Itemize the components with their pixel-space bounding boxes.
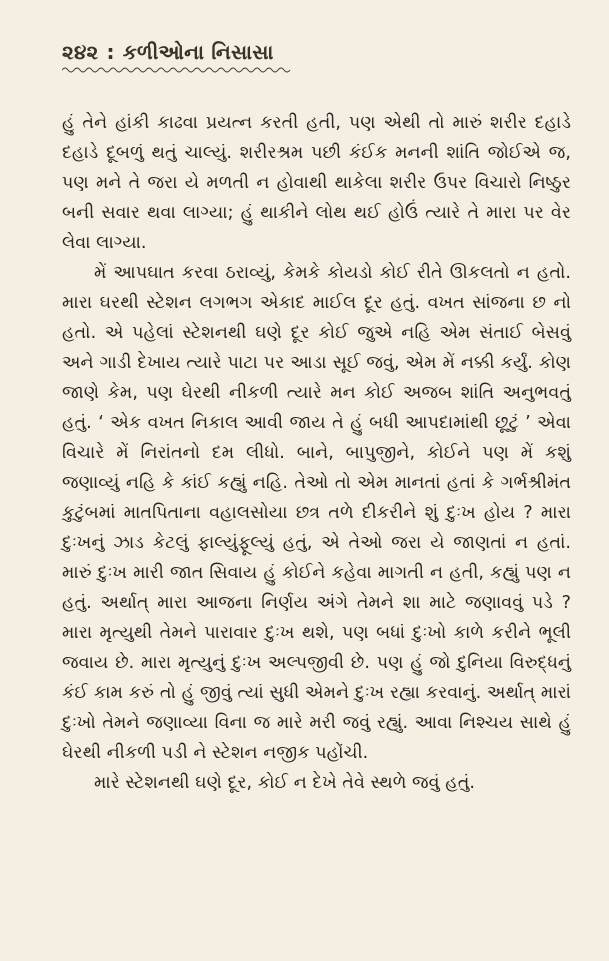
running-header [62, 40, 274, 64]
chapter-title: કળીઓના નિસાસા [122, 40, 274, 64]
paragraph-1: હું તેને હાંકી કાઢવા પ્રયત્ન કરતી હતી, પણ એથી તો મારું શરીર દહાડે દહાડે દૂબળું થતું ચાલ્યું. શરીરશ્રમ પછી કંઈક મનની શાંતિ જોઈએ જ, પણ મને તે જરા યે મળતી ન હોવાથી થાકેલા શરીર ઉપર વિચારો નિષ્ઠુર બની સવાર થવા લાગ્યા; હું થાકીને લોથ થઈ હોઉં ત્યારે તે મારા પર વેર લેવા લાગ્યા. [62, 113, 571, 253]
paragraph-2: મેં આપઘાત કરવા ઠરાવ્યું, કેમકે કોયડો કોઈ રીતે ઊકલતો ન હતો. મારા ઘરથી સ્ટેશન લગભગ એકાદ માઈલ દૂર હતું. વખત સાંજના છ નો હતો. એ પહેલાં સ્ટેશનથી ઘણે દૂર કોઈ જુએ નહિ એમ સંતાઈ બેસવું અને ગાડી દેખાય ત્યારે પાટા પર આડા સૂઈ જવું, એમ મેં નક્કી કર્યું. કોણ જાણે કેમ, પણ ઘેરથી નીકળી ત્યારે મન કોઈ અજબ શાંતિ અનુભવતું હતું. ‘ એક વખત નિકાલ આવી જાય તે હું બધી આપદામાંથી છૂટું ’ એવા વિચારે મેં નિરાંતનો દમ લીધો. બાને, બાપુજીને, કોઈને પણ મેં કશું જણાવ્યું નહિ કે કાંઈ કહ્યું નહિ. તેઓ તો એમ માનતાં હતાં કે ગર્ભશ્રીમંત કુટુંબમાં માતપિતાના વહાલસોયા છત્ર તળે દીકરીને શું દુઃખ હોય ? મારા દુઃખનું ઝાડ કેટલું ફાલ્યુંફૂલ્યું હતું, એ તેઓ જરા યે જાણતાં ન હતાં. મારું દુઃખ મારી જાત સિવાય હું કોઈને કહેવા માગતી ન હતી, કહ્યું પણ ન હતું. અર્થાત્ મારા આજના નિર્ણય અંગે તેમને શા માટે જણાવવું પડે ? મારા મૃત્યુથી તેમને પારાવાર દુઃખ થશે, પણ બધાં દુઃખો કાળે કરીને ભૂલી જવાય છે. મારા મૃત્યુનું દુઃખ અલ્પજીવી છે. પણ હું જો દુનિયા વિરુદ્ધનું કંઈ કામ કરું તો હું જીવું ત્યાં સુધી એમને દુઃખ રહ્યા કરવાનું. અર્થાત્ મારાં દુઃખો તેમને જણાવ્યા વિના જ મારે મરી જવું રહ્યું. આવા નિશ્ચય સાથે હું ઘેરથી નીકળી પડી ને સ્ટેશન નજીક પહોંચી. [62, 263, 571, 763]
header-separator: : [106, 40, 115, 64]
paragraph-3: મારે સ્ટેશનથી ઘણે દૂર, કોઈ ન દેખે તેવે સ્થળે જવું હતું. [94, 773, 475, 793]
header-wavy-rule [62, 66, 292, 74]
page-number: ૨૪૨ [62, 40, 99, 64]
